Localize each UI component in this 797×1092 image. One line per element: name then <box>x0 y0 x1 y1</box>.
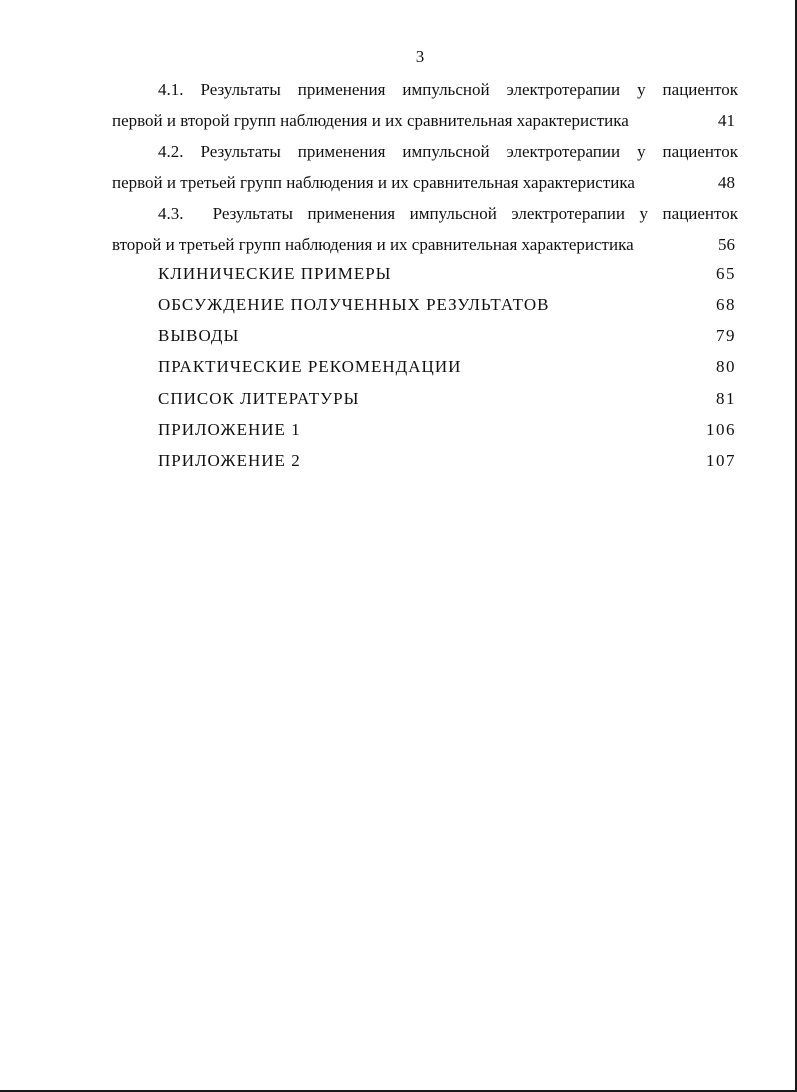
toc-chapter-discussion[interactable] <box>158 295 736 315</box>
toc-entry-title-line1 <box>112 198 738 229</box>
toc-page-number: 56 <box>718 235 735 254</box>
toc-chapter-references[interactable] <box>158 389 736 409</box>
toc-entry-title-line2 <box>112 105 738 136</box>
toc-chapter-recommendations[interactable] <box>158 357 736 377</box>
toc-page-number: 81 <box>716 389 736 408</box>
toc-chapter-title: ВЫВОДЫ <box>158 326 240 345</box>
toc-chapter-appendix-2[interactable] <box>158 451 736 471</box>
toc-page-number: 107 <box>706 451 736 470</box>
toc-entry-4-2[interactable] <box>112 136 738 198</box>
toc-page-number: 106 <box>706 420 736 439</box>
toc-chapter-title: ПРАКТИЧЕСКИЕ РЕКОМЕНДАЦИИ <box>158 357 462 376</box>
toc-entry-title-text: 4.3. Результаты применения импульсной электротерапии у пациенток <box>158 204 738 223</box>
toc-chapter-title: СПИСОК ЛИТЕРАТУРЫ <box>158 389 360 408</box>
toc-entry-4-1[interactable] <box>112 74 738 136</box>
toc-page-number: 48 <box>718 173 735 192</box>
toc-entry-title-text: второй и третьей групп наблюдения и их сравнительная характеристика <box>112 235 634 254</box>
page-number: 3 <box>415 47 425 66</box>
toc-chapter-clinical-examples[interactable] <box>158 264 736 284</box>
toc-chapter-conclusions[interactable] <box>158 326 736 346</box>
toc-page-number: 79 <box>716 326 736 345</box>
toc-entry-4-3[interactable] <box>112 198 738 260</box>
toc-page-number: 68 <box>716 295 736 314</box>
toc-entry-title-line2 <box>112 167 738 198</box>
toc-entry-title-line1 <box>112 136 738 167</box>
toc-chapter-title: ПРИЛОЖЕНИЕ 1 <box>158 420 301 439</box>
toc-page-number: 65 <box>716 264 736 283</box>
toc-chapter-title: ОБСУЖДЕНИЕ ПОЛУЧЕННЫХ РЕЗУЛЬТАТОВ <box>158 295 550 314</box>
toc-entry-title-line2 <box>112 229 738 260</box>
toc-entry-title-text: первой и третьей групп наблюдения и их сравнительная характеристика <box>112 173 635 192</box>
toc-chapter-title: КЛИНИЧЕСКИЕ ПРИМЕРЫ <box>158 264 392 283</box>
toc-chapter-title: ПРИЛОЖЕНИЕ 2 <box>158 451 301 470</box>
toc-entry-title-line1 <box>112 74 738 105</box>
toc-entry-title-text: 4.2. Результаты применения импульсной электротерапии у пациенток <box>158 142 738 161</box>
toc-chapter-appendix-1[interactable] <box>158 420 736 440</box>
toc-page-number: 80 <box>716 357 736 376</box>
toc-entry-title-text: первой и второй групп наблюдения и их сравнительная характеристика <box>112 111 629 130</box>
toc-entry-title-text: 4.1. Результаты применения импульсной электротерапии у пациенток <box>158 80 738 99</box>
toc-page-number: 41 <box>718 111 735 130</box>
